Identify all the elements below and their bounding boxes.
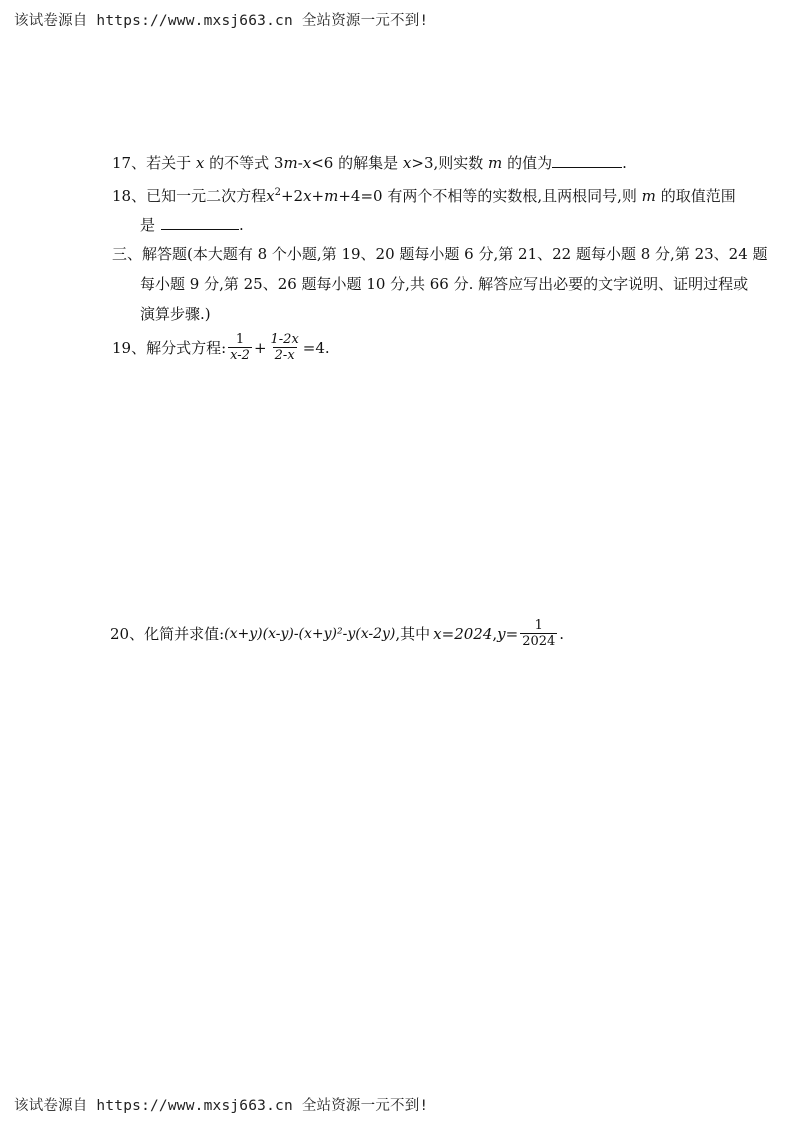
- question-number: 18、: [112, 187, 147, 205]
- question-19: 19、 解分式方程: $\frac{1}{x-2}$ + $\frac{1-2x}{2-x}$ =4.: [112, 332, 330, 363]
- question-17: 17、若关于 x 的不等式 3m-x<6 的解集是 x>3,则实数 m 的值为 .: [112, 151, 627, 174]
- page-header: 该试卷源自 https://www.mxsj663.cn 全站资源一元不到!: [14, 13, 429, 29]
- section-instructions-line-3: 演算步骤.): [140, 305, 211, 323]
- question-20: 20、 化简并求值: (x+y)(x-y)-(x+y)²-y(x-2y) ,其中 x=2024 , y= $\frac{1}{2024}$ .: [110, 618, 565, 649]
- fraction-y: $\frac{1}{2024}$: [522, 618, 556, 649]
- question-number: 20、: [110, 624, 145, 643]
- answer-blank[interactable]: [161, 213, 239, 230]
- question-18: 18、已知一元二次方程$x^2+2x+m+4=0$ 有两个不相等的实数根,且两根同号,则 m 的取值范围: [112, 187, 736, 205]
- question-number: 19、: [112, 338, 147, 357]
- answer-blank[interactable]: [552, 151, 622, 168]
- fraction-2: $\frac{1-2x}{2-x}$: [270, 332, 299, 363]
- section-instructions-line-2: 每小题 9 分,第 25、26 题每小题 10 分,共 66 分. 解答应写出必要的文字说明、证明过程或: [140, 275, 749, 293]
- fraction-1: $\frac{1}{x-2}$: [230, 332, 250, 363]
- expression: (x+y)(x-y)-(x+y)²-y(x-2y): [224, 625, 396, 642]
- question-number: 17、: [112, 154, 147, 172]
- page-footer: 该试卷源自 https://www.mxsj663.cn 全站资源一元不到!: [14, 1098, 429, 1114]
- section-heading: 三、解答题(本大题有 8 个小题,第 19、20 题每小题 6 分,第 21、22 题每小题 8 分,第 23、24 题: [112, 245, 768, 263]
- question-18-line-2: 是 .: [140, 213, 244, 236]
